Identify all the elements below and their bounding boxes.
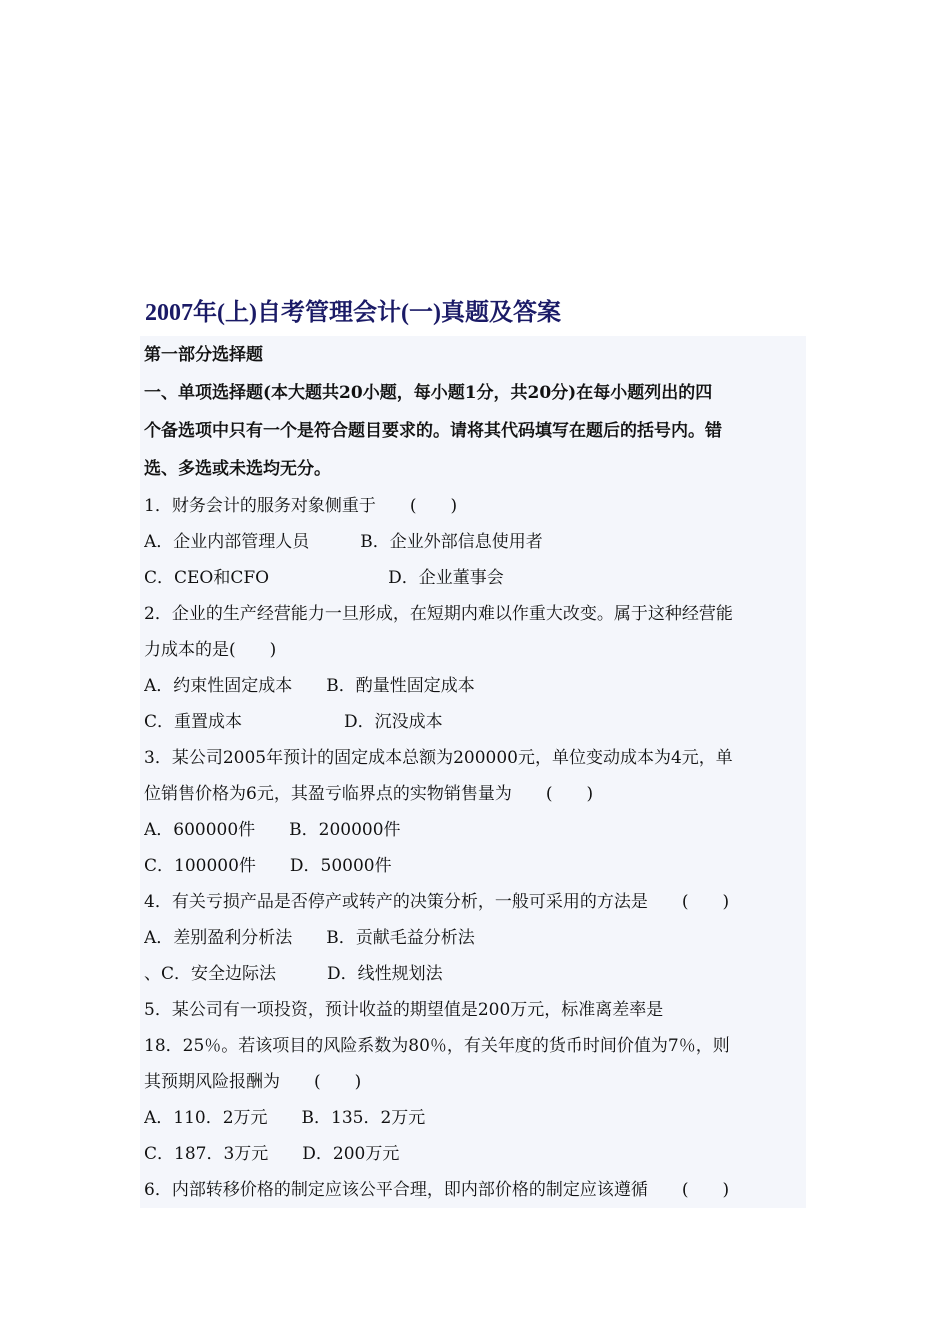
question-4-options-cd: 、C．安全边际法 D．线性规划法 <box>144 964 443 984</box>
question-4: 4．有关亏损产品是否停产或转产的决策分析，一般可采用的方法是 ( ) <box>144 892 730 912</box>
question-5: 5．某公司有一项投资，预计收益的期望值是200万元，标准离差率是 <box>144 1000 664 1020</box>
question-4-options-ab: A．差别盈利分析法 B．贡献毛益分析法 <box>144 928 475 948</box>
question-2-options-cd: C．重置成本 D．沉没成本 <box>144 712 443 732</box>
question-1-options-cd: C．CEO和CFO D．企业董事会 <box>144 568 504 588</box>
question-2: 2．企业的生产经营能力一旦形成，在短期内难以作重大改变。属于这种经营能 <box>144 604 733 624</box>
question-3-options-ab: A．600000件 B．200000件 <box>144 820 401 840</box>
question-6: 6．内部转移价格的制定应该公平合理，即内部价格的制定应该遵循 ( ) <box>144 1180 730 1200</box>
question-5-cont: 18．25％。若该项目的风险系数为80％，有关年度的货币时间价值为7％，则 <box>144 1036 730 1056</box>
instructions-line: 选、多选或未选均无分。 <box>144 459 331 479</box>
question-5-cont: 其预期风险报酬为 ( ) <box>144 1072 362 1092</box>
question-5-options-ab: A．110．2万元 B．135．2万元 <box>144 1108 426 1128</box>
instructions-line: 一、单项选择题(本大题共20小题，每小题1分，共20分)在每小题列出的四 <box>144 383 713 403</box>
document-title: 2007年(上)自考管理会计(一)真题及答案 <box>145 300 561 326</box>
question-2-cont: 力成本的是( ) <box>144 640 277 660</box>
question-1: 1．财务会计的服务对象侧重于 ( ) <box>144 496 458 516</box>
question-1-options-ab: A．企业内部管理人员 B．企业外部信息使用者 <box>144 532 543 552</box>
exam-content <box>140 336 806 1208</box>
question-3-options-cd: C．100000件 D．50000件 <box>144 856 392 876</box>
question-3-cont: 位销售价格为6元，其盈亏临界点的实物销售量为 ( ) <box>144 784 594 804</box>
question-3: 3．某公司2005年预计的固定成本总额为200000元，单位变动成本为4元，单 <box>144 748 733 768</box>
question-2-options-ab: A．约束性固定成本 B．酌量性固定成本 <box>144 676 475 696</box>
instructions-line: 个备选项中只有一个是符合题目要求的。请将其代码填写在题后的括号内。错 <box>144 421 722 441</box>
question-5-options-cd: C．187．3万元 D．200万元 <box>144 1144 400 1164</box>
section-heading: 第一部分选择题 <box>144 345 263 365</box>
